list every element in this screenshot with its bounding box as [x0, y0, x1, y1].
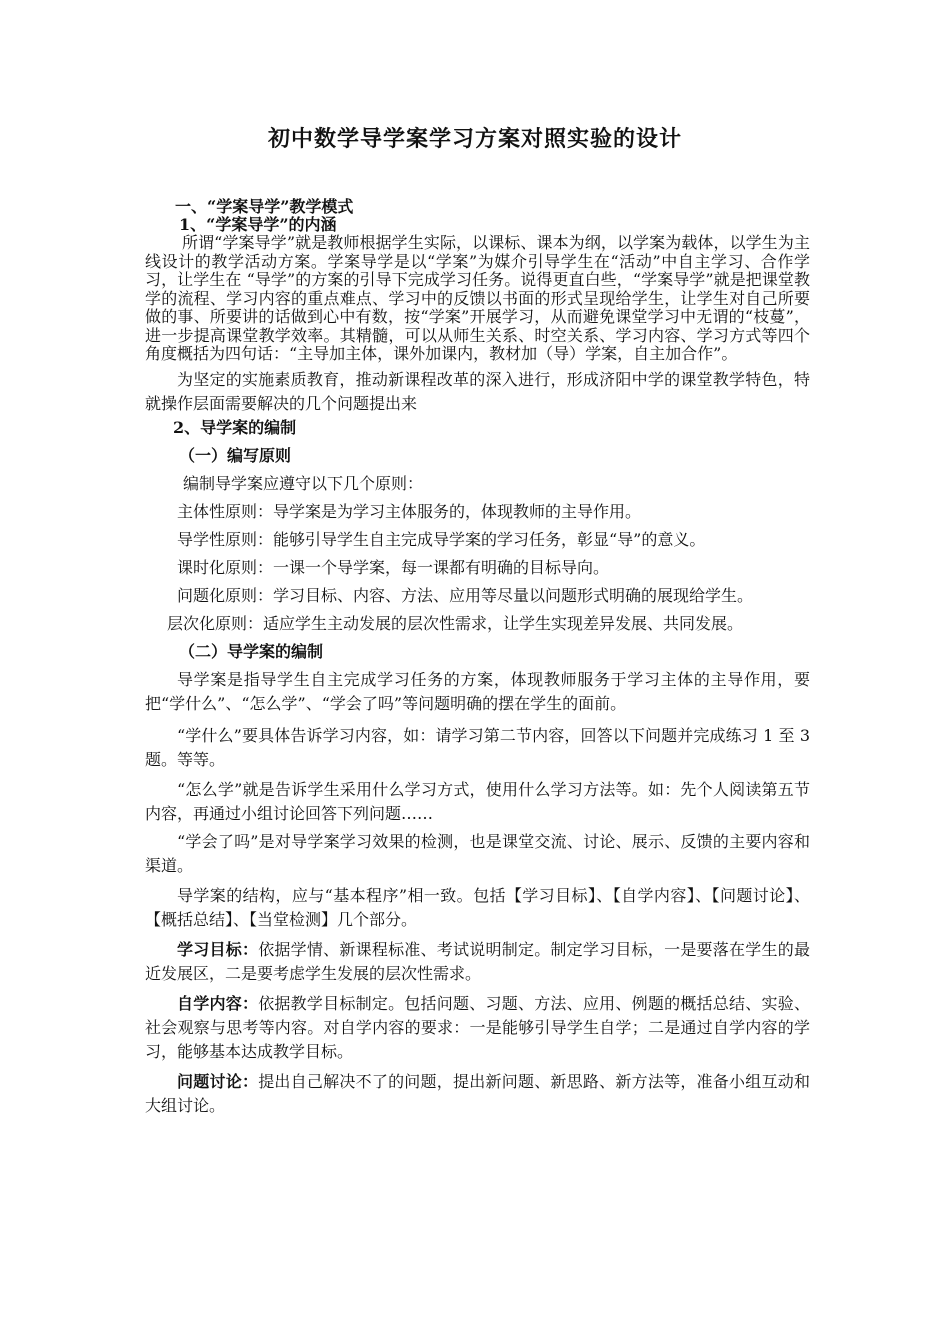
principle-item: 层次化原则：适应学生主动发展的层次性需求，让学生实现差异发展、共同发展。: [167, 613, 744, 633]
heading-guide-compilation: （二）导学案的编制: [179, 641, 324, 661]
heading-teaching-model: 一、“学案导学”教学模式: [175, 197, 354, 216]
compilation-paragraph: “怎么学”就是告诉学生采用什么学习方式，使用什么学习方法等。如：先个人阅读第五节内容，再通过小组讨论回答下列问题……: [145, 779, 810, 823]
principle-item: 课时化原则：一课一个导学案，每一课都有明确的目标导向。: [177, 557, 610, 577]
compilation-paragraph: “学会了吗”是对导学案学习效果的检测，也是课堂交流、讨论、展示、反馈的主要内容和渠道。: [145, 831, 810, 875]
part-self-study: [145, 992, 810, 1064]
heading-connotation: 1、“学案导学”的内涵: [179, 215, 337, 234]
intro-paragraph: 所谓“学案导学”就是教师根据学生实际，以课标、课本为纲，以学案为载体，以学生为主线设计的教学活动方案。学案导学是以“学案”为媒介引导学生在“活动”中自主学习、合作学习，让学生在 “导学”的方案的引导下完成学习任务。说得更直白些，“学案导学”就是把课堂教学的流程、学习内容的重点难点、学习中的反馈以书面的形式呈现给学生，让学生对自己所要做的事、所要讲的话做到心中有数，按“学案”开展学习，从而避免课堂学习中无谓的“枝蔓”，进一步提高课堂教学效率。其精髓，可以从师生关系、时空关系、学习内容、学习方式等四个角度概括为四句话：“主导加主体，课外加课内，教材加（导）学案，自主加合作”。: [145, 233, 810, 363]
heading-writing-principles: （一）编写原则: [179, 445, 292, 465]
part-label: 自学内容：: [177, 993, 259, 1013]
part-text: 依据学情、新课程标准、考试说明制定。制定学习目标，一是要落在学生的最近发展区，二是要考虑学生发展的层次性需求。: [145, 939, 810, 983]
principle-item: 主体性原则：导学案是为学习主体服务的，体现教师的主导作用。: [177, 501, 642, 521]
part-discussion: [145, 1070, 810, 1118]
part-label: 学习目标：: [177, 939, 259, 959]
part-learning-goals: [145, 938, 810, 986]
compilation-paragraph: 导学案是指导学生自主完成学习任务的方案，体现教师服务于学习主体的主导作用，要把“学什么”、“怎么学”、“学会了吗”等问题明确的摆在学生的面前。: [145, 669, 810, 713]
heading-compilation: 2、导学案的编制: [173, 417, 297, 437]
principle-item: 问题化原则：学习目标、内容、方法、应用等尽量以问题形式明确的展现给学生。: [177, 585, 754, 605]
principles-intro: 编制导学案应遵守以下几个原则：: [183, 473, 424, 493]
compilation-paragraph: “学什么”要具体告诉学习内容，如：请学习第二节内容，回答以下问题并完成练习 1 至 3 题。等等。: [145, 725, 810, 769]
part-label: 问题讨论：: [177, 1071, 259, 1091]
compilation-paragraph: 导学案的结构，应与“基本程序”相一致。包括【学习目标】、【自学内容】、【问题讨论】、【概括总结】、【当堂检测】几个部分。: [145, 885, 810, 929]
principle-item: 导学性原则：能够引导学生自主完成导学案的学习任务，彰显“导”的意义。: [177, 529, 706, 549]
document-body: [145, 198, 810, 1118]
part-text: 依据教学目标制定。包括问题、习题、方法、应用、例题的概括总结、实验、社会观察与思考等内容。对自学内容的要求：一是能够引导学生自学；二是通过自学内容的学习，能够基本达成教学目标。: [145, 993, 810, 1061]
part-text: 提出自己解决不了的问题，提出新问题、新思路、新方法等，准备小组互动和大组讨论。: [145, 1071, 810, 1115]
document-title: 初中数学导学案学习方案对照实验的设计: [267, 126, 682, 152]
purpose-paragraph: 为坚定的实施素质教育，推动新课程改革的深入进行，形成济阳中学的课堂教学特色，特就操作层面需要解决的几个问题提出来: [145, 369, 810, 413]
